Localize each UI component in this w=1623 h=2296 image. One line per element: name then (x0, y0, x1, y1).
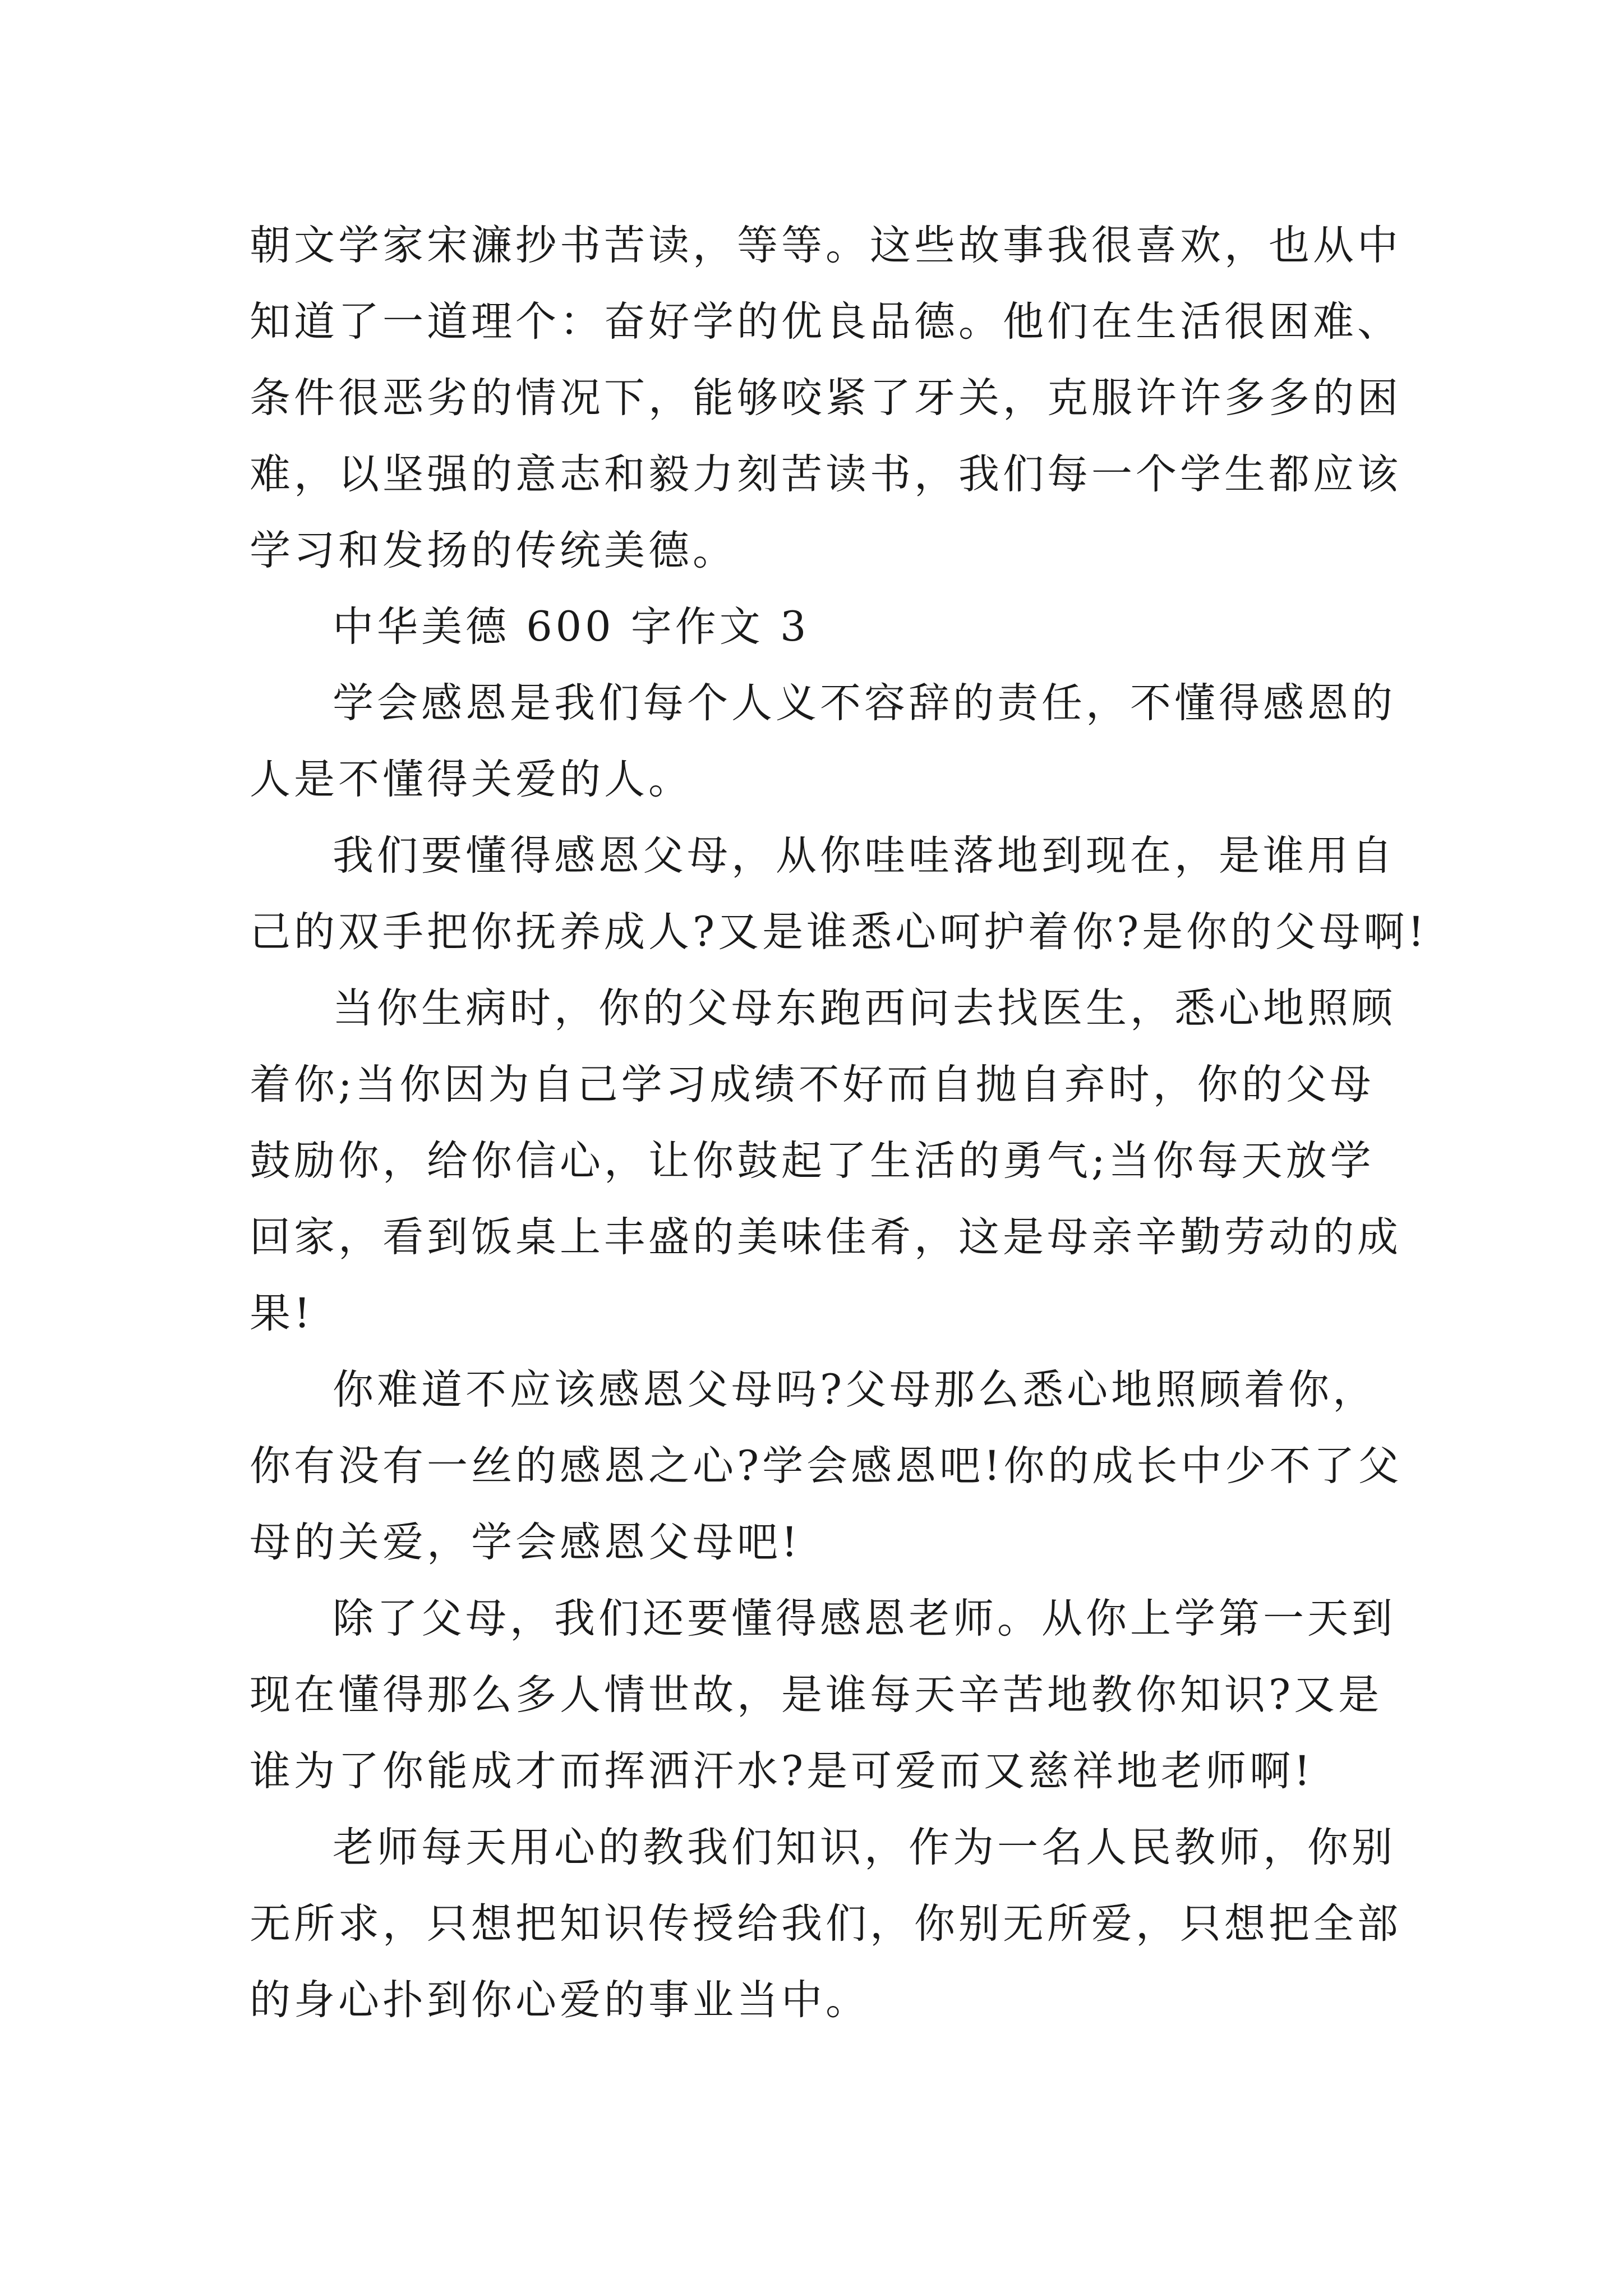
text-line: 难，以坚强的意志和毅力刻苦读书，我们每一个学生都应该 (250, 450, 1401, 498)
text-line: 鼓励你，给你信心，让你鼓起了生活的勇气;当你每天放学 (250, 1137, 1375, 1185)
text-line: 学会感恩是我们每个人义不容辞的责任，不懂得感恩的 (333, 679, 1396, 727)
text-line: 现在懂得那么多人情世故，是谁每天辛苦地教你知识?又是 (250, 1671, 1383, 1719)
text-line: 果! (250, 1290, 314, 1337)
text-line: 我们要懂得感恩父母，从你哇哇落地到现在，是谁用自 (333, 832, 1396, 880)
text-line: 学习和发扬的传统美德。 (250, 527, 737, 574)
text-line: 己的双手把你抚养成人?又是谁悉心呵护着你?是你的父母啊! (250, 908, 1428, 956)
text-line: 你难道不应该感恩父母吗?父母那么悉心地照顾着你， (333, 1366, 1377, 1414)
text-line: 回家，看到饭桌上丰盛的美味佳肴，这是母亲辛勤劳动的成 (250, 1213, 1401, 1261)
text-line: 着你;当你因为自己学习成绩不好而自抛自弃时，你的父母 (250, 1061, 1375, 1108)
text-line: 谁为了你能成才而挥洒汗水?是可爱而又慈祥地老师啊! (250, 1747, 1314, 1795)
text-line: 朝文学家宋濂抄书苦读，等等。这些故事我很喜欢，也从中 (250, 222, 1401, 269)
text-line: 人是不懂得关爱的人。 (250, 756, 693, 803)
text-line: 老师每天用心的教我们知识，作为一名人民教师，你别 (333, 1824, 1396, 1871)
text-line: 条件很恶劣的情况下，能够咬紧了牙关，克服许许多多的困 (250, 374, 1401, 422)
text-line: 你有没有一丝的感恩之心?学会感恩吧!你的成长中少不了父 (250, 1442, 1403, 1490)
text-line: 母的关爱，学会感恩父母吧! (250, 1519, 801, 1566)
text-line: 除了父母，我们还要懂得感恩老师。从你上学第一天到 (333, 1595, 1396, 1642)
text-line: 无所求，只想把知识传授给我们，你别无所爱，只想把全部 (250, 1900, 1401, 1948)
section-heading: 中华美德 600 字作文 3 (333, 603, 810, 651)
document-body (250, 208, 1428, 2039)
text-line: 的身心扑到你心爱的事业当中。 (250, 1976, 870, 2024)
text-line: 知道了一道理个：奋好学的优良品德。他们在生活很困难、 (250, 298, 1401, 346)
text-line: 当你生病时，你的父母东跑西问去找医生，悉心地照顾 (333, 984, 1396, 1032)
